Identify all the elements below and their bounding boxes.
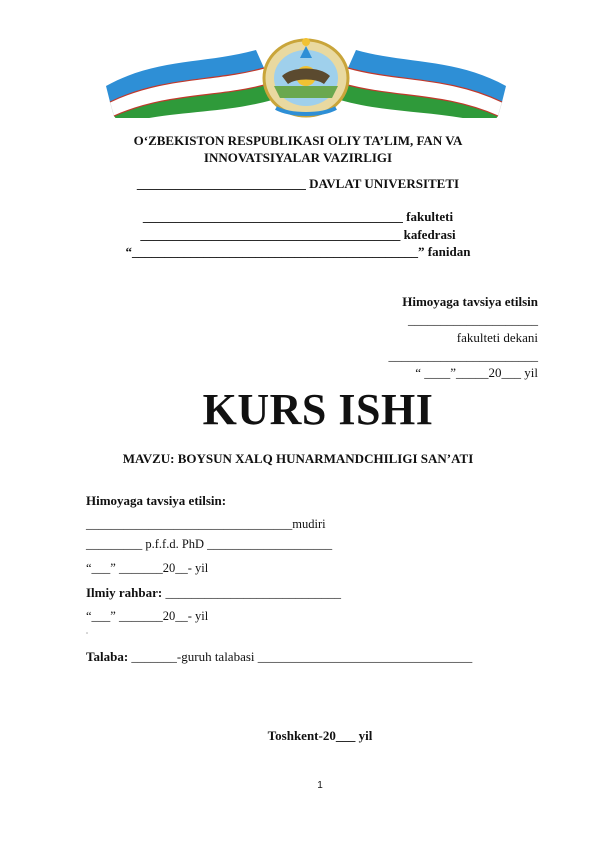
right-flag-icon [340,50,506,118]
approval-title: Himoyaga tavsiya etilsin [402,294,538,309]
department-line: ________________________________________ kafedrasi [140,227,456,242]
date-line-1: “___” _______20__- yil [86,561,209,575]
coat-of-arms-icon [264,38,348,116]
date-line-2: “___” _______20__- yil [86,609,209,623]
student-label: Talaba: [86,649,129,664]
page-number: 1 [317,780,323,791]
supervisor-row [86,585,341,601]
student-row [86,649,472,665]
phd-signature-line: _________ p.f.f.d. PhD ____________________ [86,537,333,551]
topic-line: MAVZU: BOYSUN XALQ HUNARMANDCHILIGI SAN’ATI [122,451,474,466]
city-year: Toshkent-20___ yil [267,728,373,743]
supervisor-label: Ilmiy rahbar: [86,585,163,600]
small-marker: ▫ [86,631,89,637]
document-title: KURS ISHI [202,385,434,434]
university-line: __________________________ DAVLAT UNIVERSITETI [136,176,460,191]
approval-signature-line: ____________________ [408,312,538,327]
state-emblem-image [96,28,516,118]
left-flag-icon [106,50,272,118]
ministry-line-2: INNOVATSIYALAR VAZIRLIGI [203,150,393,165]
supervisor-line: ___________________________ [162,585,341,600]
student-line: _______-guruh talabasi _________________________________ [128,649,473,664]
subject-line: “____________________________________________” fanidan [125,244,471,259]
approval-date: “ ____”_____20___ yil [415,365,538,380]
approval-dean-label: fakulteti dekani [456,330,538,345]
ministry-line-1: O‘ZBEKISTON RESPUBLIKASI OLIY TA’LIM, FAN VA [133,133,463,148]
recommend-title: Himoyaga tavsiya etilsin: [86,493,227,508]
head-signature-line: _________________________________mudiri [86,517,326,531]
approval-name-line: _______________________ [388,348,538,363]
faculty-line: ________________________________________ fakulteti [142,209,454,224]
